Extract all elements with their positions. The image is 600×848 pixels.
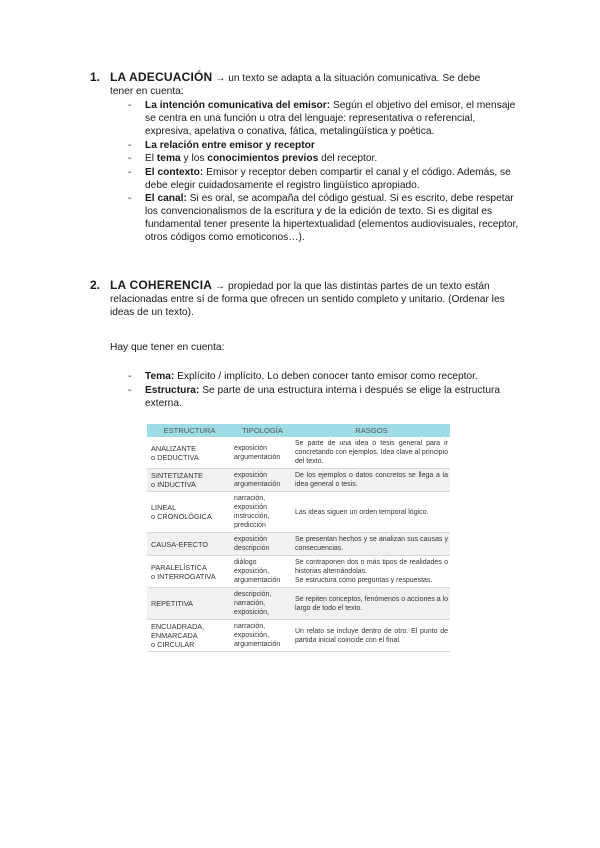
cell-tipologia: narración, exposición, argumentación xyxy=(232,620,293,652)
table-row xyxy=(147,556,450,588)
cell-estructura: LINEAL o CRONOLÓGICA xyxy=(147,492,232,533)
list-item: - Tema: Explícito / implícito. Lo deben conocer tanto emisor como receptor. xyxy=(128,371,478,382)
section-coherencia xyxy=(90,279,520,319)
cell-rasgos: Se repiten conceptos, fenómenos o acciones a lo largo de todo el texto. xyxy=(293,588,450,620)
list-item: - La intención comunicativa del emisor: Según el objetivo del emisor, el mensaje se centra en una función u otra del lenguaje: representativa o referencial, expresiva, apelativa o conativa, fática, metalingüística y poética. xyxy=(128,100,516,137)
table-row xyxy=(147,588,450,620)
cell-tipologia: exposición argumentación xyxy=(232,437,293,469)
section-number: 1. xyxy=(90,70,101,84)
section-heading xyxy=(90,71,520,85)
bullet-list xyxy=(128,99,520,244)
cell-estructura: PARALELÍSTICA o INTERROGATIVA xyxy=(147,556,232,588)
cell-estructura: SINTETIZANTE o INDUCTIVA xyxy=(147,469,232,492)
table-row xyxy=(147,437,450,469)
hay-que-tener: Hay que tener en cuenta: xyxy=(110,342,225,353)
table-row xyxy=(147,469,450,492)
cell-rasgos: Las ideas siguen un orden temporal lógico. xyxy=(293,492,450,533)
section-heading xyxy=(90,279,520,293)
table-header-row xyxy=(147,424,450,437)
header-tipologia: TIPOLOGÍA xyxy=(232,424,293,437)
cell-rasgos: Se contraponen dos o más tipos de realidades o historias alternándolas. Se estructura como preguntas y respuestas. xyxy=(293,556,450,588)
cell-tipologia: exposición argumentación xyxy=(232,469,293,492)
cell-rasgos: Se presentan hechos y se analizan sus causas y consecuencias. xyxy=(293,533,450,556)
cell-tipologia: diálogo exposición, argumentación xyxy=(232,556,293,588)
table-row xyxy=(147,533,450,556)
cell-estructura: REPETITIVA xyxy=(147,588,232,620)
table-row xyxy=(147,620,450,652)
cell-tipologia: exposición descripción xyxy=(232,533,293,556)
cell-tipologia: narración, exposición instrucción, predicción xyxy=(232,492,293,533)
arrow-icon: → xyxy=(215,73,226,84)
list-item: - El canal: Si es oral, se acompaña del código gestual. Si es escrito, debe respetar los convencionalismos de la escritura y de la edición de texto. Si es digital es fundamental tener presente la hipertextualidad (elementos audiovisuales, receptor, otros códigos como emoticonos…). xyxy=(128,193,519,243)
structure-table xyxy=(147,424,450,652)
list-item: - Estructura: Se parte de una estructura interna i después se elige la estructura externa. xyxy=(128,384,501,409)
cell-rasgos: Un relato se incluye dentro de otro. El punto de partida inicial coincide con el final. xyxy=(293,620,450,652)
section-intro: propiedad por la que las distintas partes de un texto están xyxy=(228,281,490,292)
section-title: LA ADECUACIÓN xyxy=(110,70,213,84)
cell-tipologia: descripción, narración, exposición, xyxy=(232,588,293,620)
list-item: - El contexto: Emisor y receptor deben compartir el canal y el código. Además, se debe elegir cuidadosamente el registro lingüístico apropiado. xyxy=(128,166,511,191)
cell-rasgos: Se parte de una idea o tesis general para ir concretando con ejemplos. Idea clave al principio del texto. xyxy=(293,437,450,469)
section-adecuacion xyxy=(90,71,520,245)
section-intro-cont: tener en cuenta: xyxy=(110,86,184,97)
header-rasgos: RASGOS xyxy=(293,424,450,437)
section-intro-cont: relacionadas entre sí de forma que ofrecen un sentido completo y unitario. (Ordenar les ideas de un texto). xyxy=(110,294,505,318)
cell-rasgos: De los ejemplos o datos concretos se llega a la idea general o tesis. xyxy=(293,469,450,492)
cell-estructura: ANALIZANTE o DEDUCTIVA xyxy=(147,437,232,469)
bullet-list xyxy=(128,370,520,410)
header-estructura: ESTRUCTURA xyxy=(147,424,232,437)
section2-bullets xyxy=(90,369,520,410)
list-item: - El tema y los conocimientos previos del receptor. xyxy=(128,153,378,164)
cell-estructura: CAUSA-EFECTO xyxy=(147,533,232,556)
arrow-icon: → xyxy=(215,281,226,292)
table-row xyxy=(147,492,450,533)
section-intro: un texto se adapta a la situación comunicativa. Se debe xyxy=(228,73,481,84)
section-number: 2. xyxy=(90,278,101,292)
list-item: - La relación entre emisor y receptor xyxy=(128,139,315,151)
section-title: LA COHERENCIA xyxy=(110,278,213,292)
cell-estructura: ENCUADRADA, ENMARCADA o CIRCULAR xyxy=(147,620,232,652)
